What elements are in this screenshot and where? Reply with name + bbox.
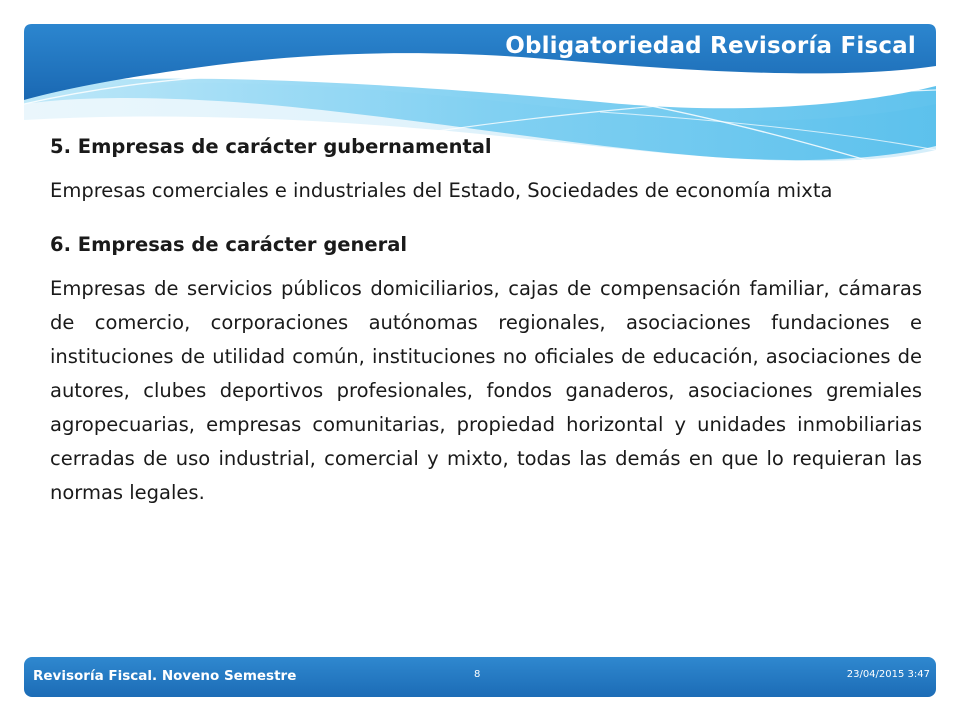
slide-title: Obligatoriedad Revisoría Fiscal	[505, 33, 916, 59]
slide-content	[50, 130, 922, 510]
footer-datetime: 23/04/2015 3:47	[846, 669, 930, 680]
section-heading: 6. Empresas de carácter general	[50, 233, 408, 256]
section-body: Empresas de servicios públicos domiciliarios, cajas de compensación familiar, cámaras de comercio, corporaciones autónomas regionales, asociaciones fundaciones e instituciones de utilidad común, instituciones no oficiales de educación, asociaciones de autores, clubes deportivos profesionales, fondos ganaderos, asociaciones gremiales agropecuarias, empresas comunitarias, propiedad horizontal y unidades inmobiliarias cerradas de uso industrial, comercial y mixto, todas las demás en que lo requieran las normas legales.	[50, 277, 922, 504]
page-number: 8	[474, 669, 481, 680]
section-heading: 5. Empresas de carácter gubernamental	[50, 135, 492, 158]
footer-bar	[24, 657, 936, 697]
section-general	[50, 228, 922, 510]
section-body: Empresas comerciales e industriales del Estado, Sociedades de economía mixta	[50, 179, 833, 202]
footer-course-label: Revisoría Fiscal. Noveno Semestre	[33, 668, 297, 684]
section-gubernamental	[50, 130, 922, 208]
